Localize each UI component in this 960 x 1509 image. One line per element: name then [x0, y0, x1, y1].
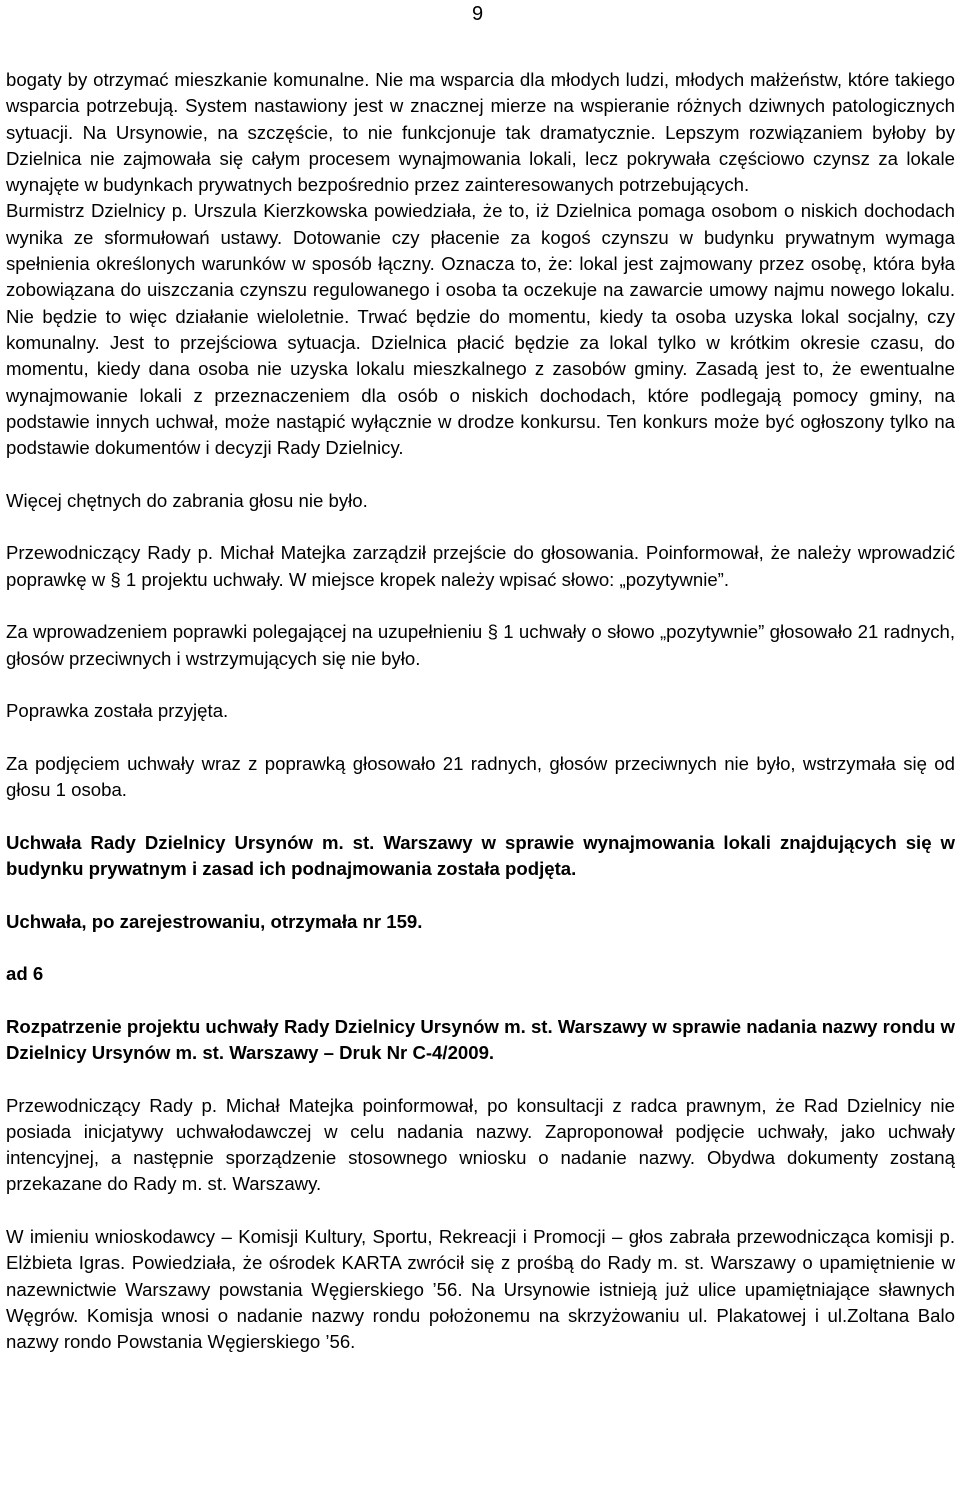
section-title-roundabout-naming: Rozpatrzenie projektu uchwały Rady Dzielnicy Ursynów m. st. Warszawy w sprawie nadania nazwy rondu w Dzielnicy Ursynów m. st. Warszawy – Druk Nr C-4/2009.: [6, 1015, 955, 1063]
paragraph-resolution-number: Uchwała, po zarejestrowaniu, otrzymała nr 159.: [6, 910, 423, 932]
document-body: [6, 67, 955, 1356]
paragraph-chairman-amendment: Przewodniczący Rady p. Michał Matejka zarządził przejście do głosowania. Poinformował, że należy wprowadzić poprawkę w § 1 projektu uchwały. W miejsce kropek należy wpisać słowo: „pozytywnie”.: [6, 542, 955, 590]
paragraph-mayor-statement: Burmistrz Dzielnicy p. Urszula Kierzkowska powiedziała, że to, iż Dzielnica pomaga osobom o niskich dochodach wynika ze sformułowań ustawy. Dotowanie czy płacenie za kogoś czynszu w budynku prywatnym wymaga spełnienia określonych warunków w sposób łączny. Oznacza to, że: lokal jest zajmowany przez osobę, która była zobowiązana do uiszczania czynszu regulowanego i osoba ta oczekuje na zawarcie umowy najmu nowego lokalu. Nie będzie to więc działanie wieloletnie. Trwać będzie do momentu, kiedy ta osoba uzyska lokal socjalny, czy komunalny. Jest to przejściowa sytuacja. Dzielnica płacić będzie za lokal tylko w krótkim okresie czasu, do momentu, kiedy dana osoba nie uzyska lokalu mieszkalnego z zasobów gminy. Zasadą jest to, że ewentualne wynajmowanie lokali z przeznaczeniem dla osób o niskich dochodach, które podlegają pomocy gminy, na podstawie innych uchwał, może nastąpić wyłącznie w drodze konkursu. Ten konkurs może być ogłoszony tylko na podstawie dokumentów i decyzji Rady Dzielnicy.: [6, 200, 955, 459]
paragraph-housing-discussion: bogaty by otrzymać mieszkanie komunalne. Nie ma wsparcia dla młodych ludzi, młodych małżeństw, które takiego wsparcia potrzebują. System nastawiony jest w znacznej mierze na wspieranie różnych dziwnych patologicznych sytuacji. Na Ursynowie, na szczęście, to nie funkcjonuje tak dramatycznie. Lepszym rozwiązaniem byłoby by Dzielnica nie zajmowała się całym procesem wynajmowania lokali, lecz pokrywała częściowo czynsz za lokale wynajęte w budynkach prywatnych bezpośrednio przez zainteresowanych potrzebujących.: [6, 69, 955, 196]
section-heading-ad-6: ad 6: [6, 963, 44, 985]
paragraph-commission-proposal: W imieniu wnioskodawcy – Komisji Kultury, Sportu, Rekreacji i Promocji – głos zabrała przewodnicząca komisji p. Elżbieta Igras. Powiedziała, że ośrodek KARTA zwrócił się z prośbą do Rady m. st. Warszawy o upamiętnienie w nazewnictwie Warszawy powstania Węgierskiego ’56. Na Ursynowie istnieją już ulice upamiętniające sławnych Węgrów. Komisja wnosi o nadanie nazwy rondu położonemu na skrzyżowaniu ul. Plakatowej i ul.Zoltana Balo nazwy rondo Powstania Węgierskiego ’56.: [6, 1226, 955, 1353]
page-number: 9: [472, 3, 484, 25]
paragraph-resolution-vote: Za podjęciem uchwały wraz z poprawką głosowało 21 radnych, głosów przeciwnych nie było, wstrzymała się od głosu 1 osoba.: [6, 752, 955, 801]
paragraph-no-more-speakers: Więcej chętnych do zabrania głosu nie było.: [6, 489, 368, 511]
paragraph-resolution-adopted: Uchwała Rady Dzielnicy Ursynów m. st. Warszawy w sprawie wynajmowania lokali znajdujących się w budynku prywatnym i zasad ich podnajmowania została podjęta.: [6, 831, 955, 879]
paragraph-amendment-vote: Za wprowadzeniem poprawki polegającej na uzupełnieniu § 1 uchwały o słowo „pozytywnie” głosowało 21 radnych, głosów przeciwnych i wstrzymujących się nie było.: [6, 621, 955, 669]
paragraph-amendment-accepted: Poprawka została przyjęta.: [6, 700, 229, 722]
paragraph-chairman-consultation: Przewodniczący Rady p. Michał Matejka poinformował, po konsultacji z radca prawnym, że Rad Dzielnicy nie posiada inicjatywy uchwałodawczej w celu nadania nazwy. Zaproponował podjęcie uchwały, jako uchwały intencyjnej, a następnie sporządzenie stosownego wniosku o nadanie nazwy. Obydwa dokumenty zostaną przekazane do Rady m. st. Warszawy.: [6, 1094, 955, 1195]
